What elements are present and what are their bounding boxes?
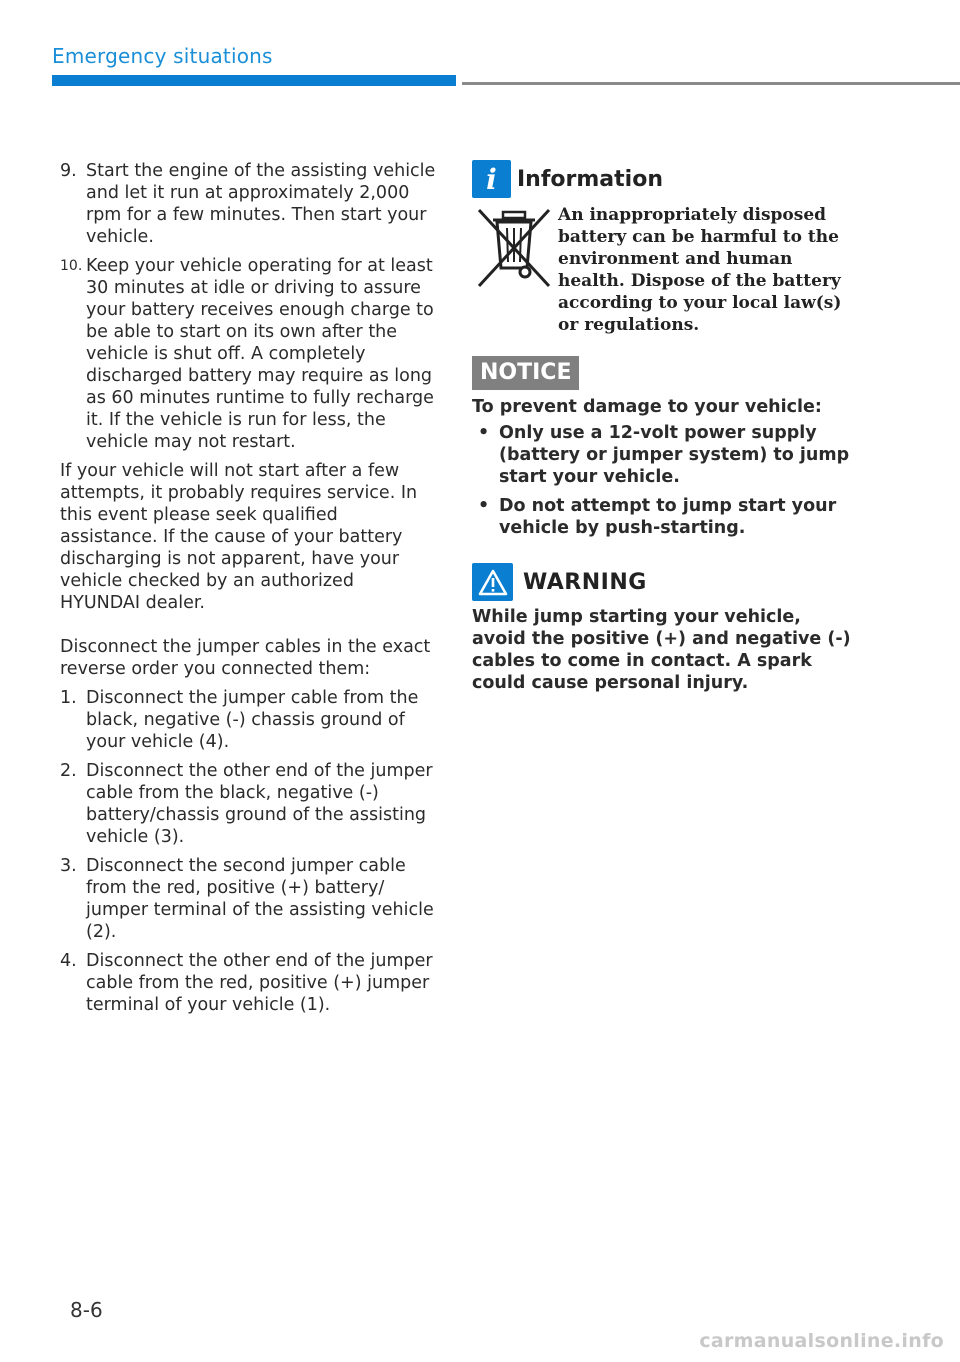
watermark: carmanualsonline.info — [699, 1330, 944, 1352]
header-accent-bar — [52, 75, 456, 86]
information-title: Information — [517, 166, 663, 192]
list-item — [472, 422, 852, 488]
warning-text: While jump starting your vehicle, avoid the positive (+) and negative (-) cables to come in contact. A spark could cause personal injury. — [472, 607, 851, 693]
information-text: An inappropriately disposed battery can be harmful to the environment and human health. Dispose of the battery according to your local law(s) or regulations. — [558, 205, 842, 335]
notice-lead: To prevent damage to your vehicle: — [472, 397, 822, 417]
crossed-out-bin-icon — [475, 206, 553, 290]
step-item — [60, 950, 436, 1016]
notice-badge: NOTICE — [472, 356, 579, 390]
information-header — [472, 160, 850, 198]
step-number: 3. — [60, 856, 77, 876]
right-column — [472, 160, 851, 693]
step-number: 9. — [60, 161, 77, 181]
step-number: 4. — [60, 951, 77, 971]
section-title: Emergency situations — [52, 44, 273, 68]
warning-header — [472, 563, 647, 601]
service-paragraph: If your vehicle will not start after a few attempts, it probably requires service. In this event please seek qualified assistance. If the cause of your battery discharging is not apparent, have your vehicle checked by an authorized HYUNDAI dealer. — [60, 461, 418, 613]
step-number: 2. — [60, 761, 77, 781]
step-item — [60, 855, 436, 943]
step-text: Disconnect the second jumper cable from the red, positive (+) battery/ jumper terminal of the assisting vehicle (2). — [86, 856, 434, 942]
step-text: Disconnect the other end of the jumper cable from the black, negative (-) battery/chassis ground of the assisting vehicle (3). — [86, 761, 433, 847]
notice-list — [472, 422, 852, 546]
step-item — [60, 760, 436, 848]
information-body — [472, 204, 850, 334]
step-text: Keep your vehicle operating for at least 30 minutes at idle or driving to assure your battery receives enough charge to be able to start on its own after the vehicle is shut off. A completely discharged battery may require as long as 60 minutes runtime to fully recharge it. If the vehicle is run for less, the vehicle may not restart. — [86, 256, 434, 452]
step-text: Disconnect the other end of the jumper cable from the red, positive (+) jumper terminal of your vehicle (1). — [86, 951, 433, 1015]
left-column — [60, 160, 436, 1023]
bullet-icon: • — [478, 423, 490, 443]
step-number: 1. — [60, 688, 77, 708]
information-icon: i — [472, 160, 511, 198]
step-text: Start the engine of the assisting vehicle and let it run at approximately 2,000 rpm for a few minutes. Then start your vehicle. — [86, 161, 436, 247]
step-item — [60, 160, 436, 248]
step-item — [60, 255, 436, 453]
bullet-icon: • — [478, 496, 490, 516]
disconnect-intro: Disconnect the jumper cables in the exact reverse order you connected them: — [60, 637, 431, 679]
header-rule — [462, 82, 960, 85]
warning-triangle-icon — [472, 563, 513, 601]
step-item — [60, 687, 436, 753]
step-text: Disconnect the jumper cable from the black, negative (-) chassis ground of your vehicle (4). — [86, 688, 419, 752]
page-number: 8-6 — [70, 1298, 103, 1322]
step-number: 10. — [60, 258, 83, 274]
list-item — [472, 495, 852, 539]
warning-title: WARNING — [523, 569, 647, 595]
notice-item-text: Only use a 12-volt power supply (battery or jumper system) to jump start your vehicle. — [499, 423, 850, 487]
notice-item-text: Do not attempt to jump start your vehicle by push-starting. — [499, 496, 837, 538]
